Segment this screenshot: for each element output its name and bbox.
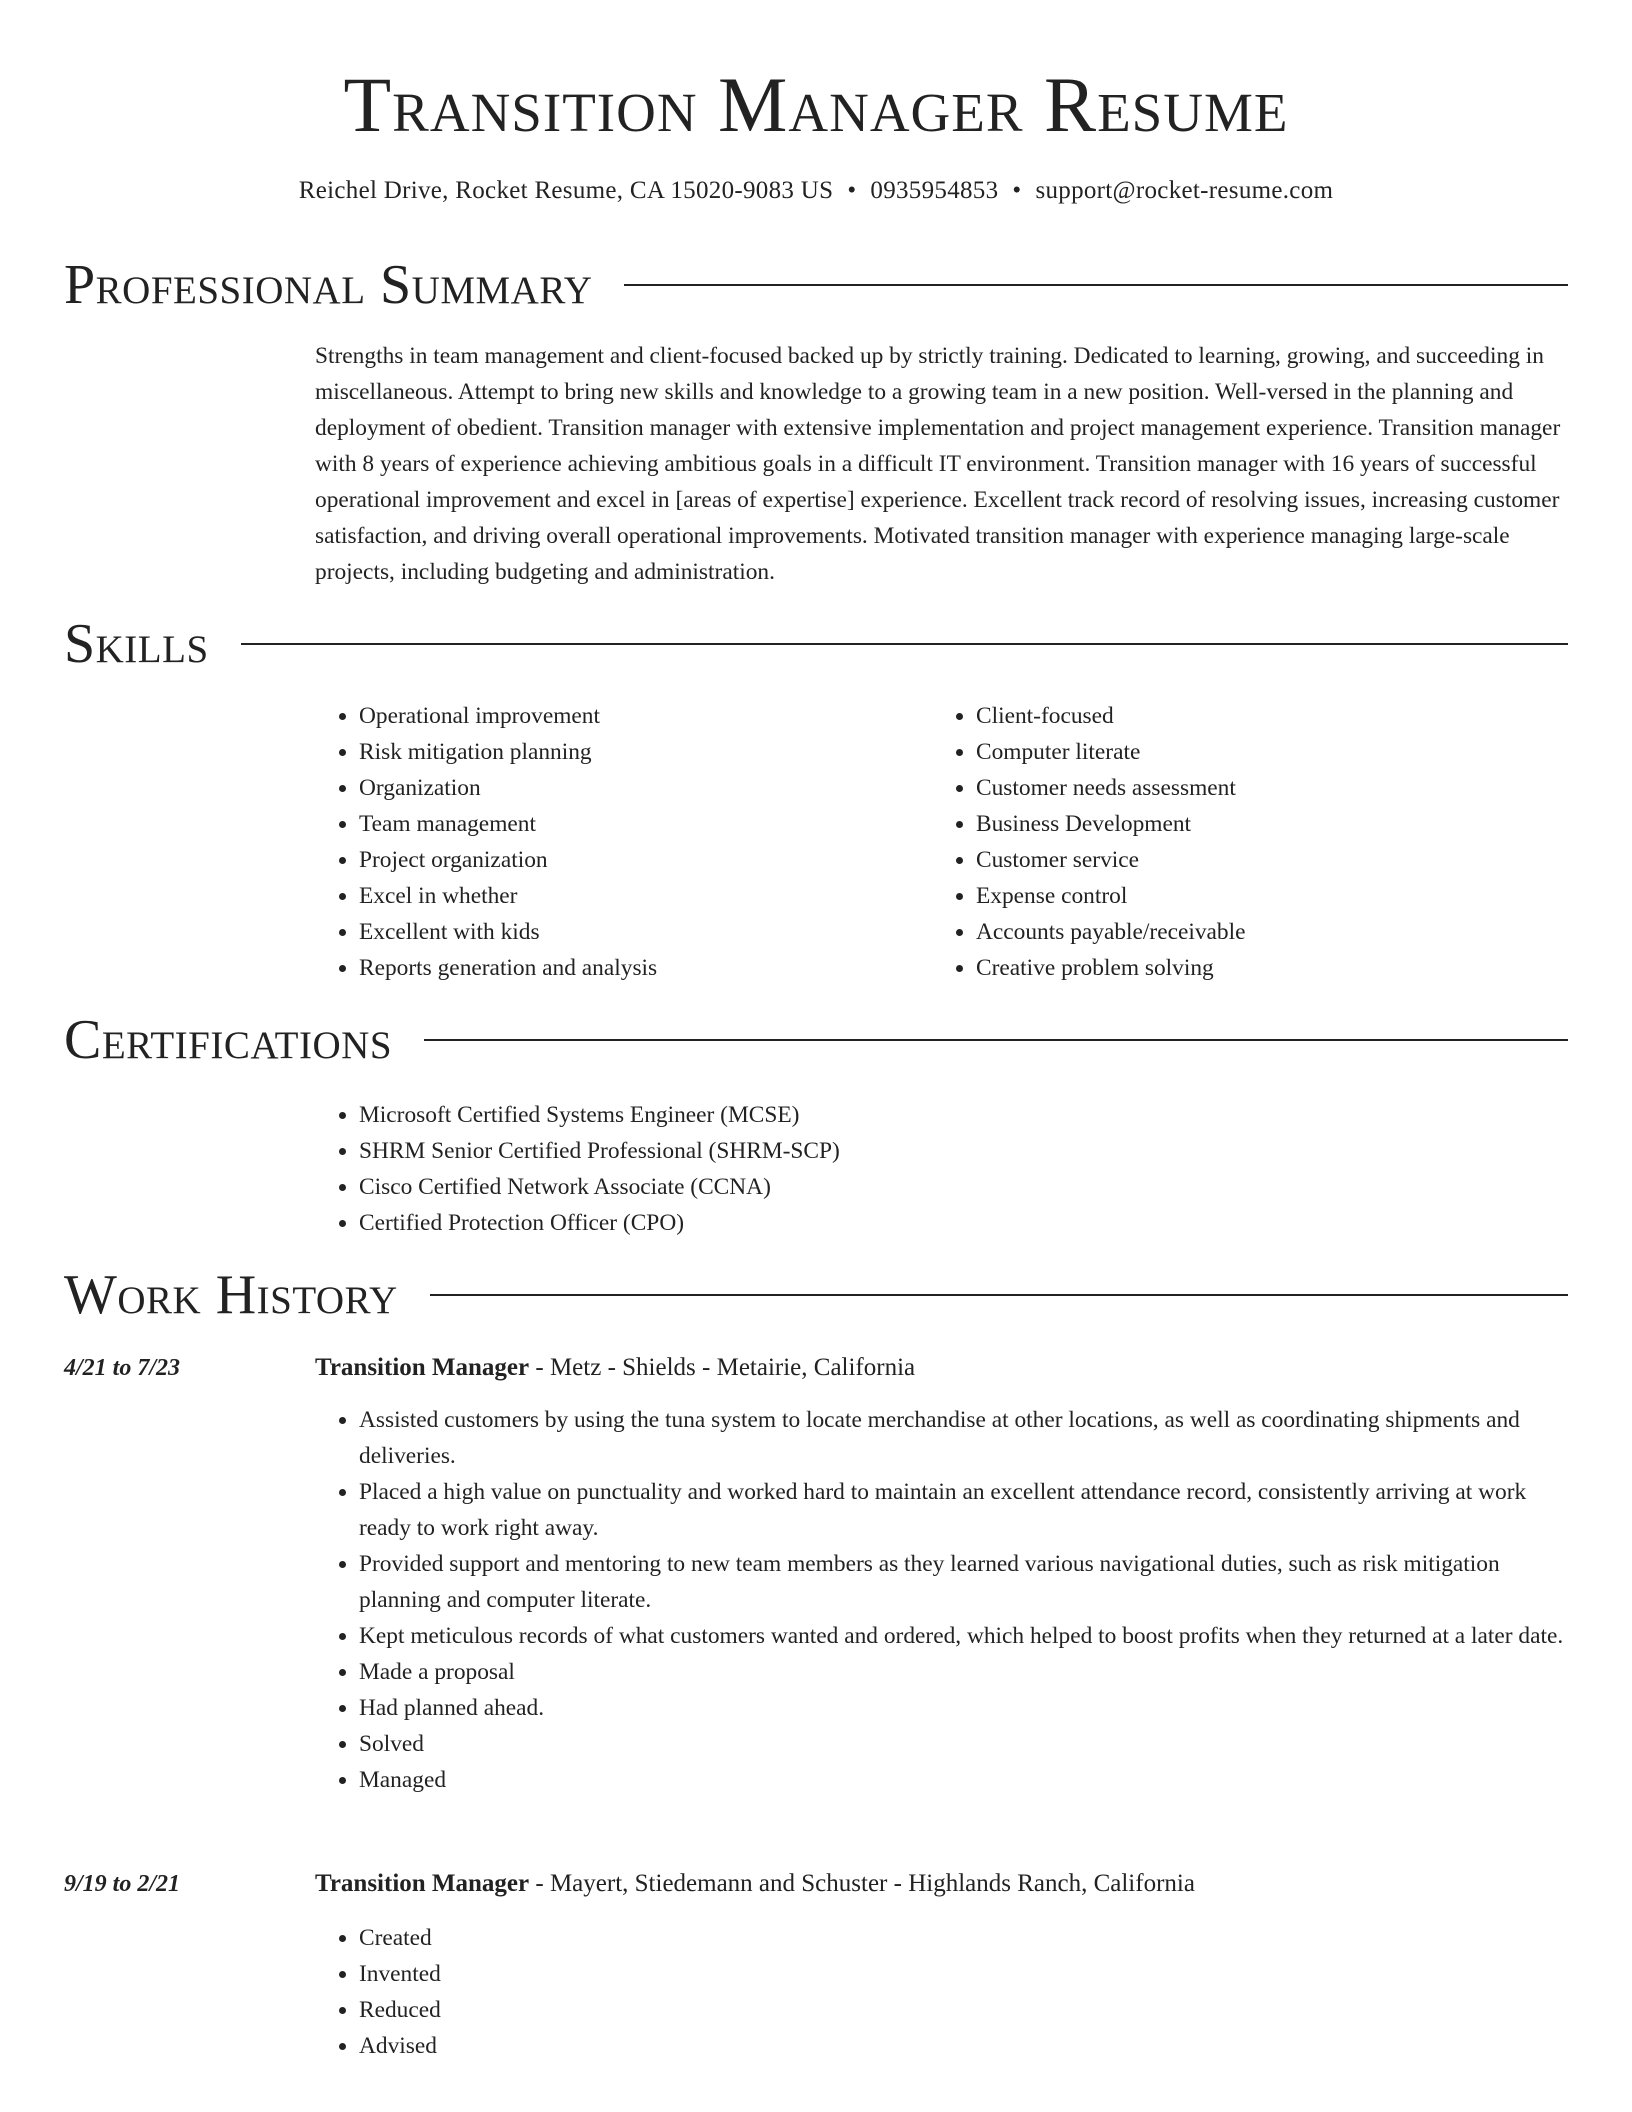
summary-section-header <box>64 255 1568 315</box>
contact-separator: • <box>847 177 857 204</box>
job-company-location: - Metz - Shields - Metairie, California <box>529 1354 916 1381</box>
skill-item: • Reports generation and analysis <box>359 950 915 986</box>
summary-heading: Professional Summary <box>64 254 593 316</box>
job-duties <box>315 1402 1565 1798</box>
certifications-heading: Certifications <box>64 1009 393 1071</box>
skill-item: • Organization <box>359 770 915 806</box>
work-history-section-header <box>64 1265 1568 1325</box>
job-title: Transition Manager <box>315 1870 530 1897</box>
certifications-block <box>315 1097 1565 1241</box>
skills-section-header <box>64 614 1568 674</box>
skill-item: • Customer needs assessment <box>976 770 1572 806</box>
work-history-heading: Work History <box>64 1264 398 1326</box>
skills-list-right <box>932 698 1572 986</box>
job-dates: 4/21 to 7/23 <box>64 1355 181 1381</box>
job-duty-item: • Made a proposal <box>359 1654 1565 1690</box>
contact-phone: 0935954853 <box>870 177 999 204</box>
contact-separator: • <box>1012 177 1022 204</box>
skill-item: • Accounts payable/receivable <box>976 914 1572 950</box>
job-duty-item: • Kept meticulous records of what customers wanted and ordered, which helped to boost profits when they returned at a later date. <box>359 1618 1565 1654</box>
section-divider <box>624 284 1568 286</box>
job-duty-item: • Reduced <box>359 1992 1565 2028</box>
job-duty-item: • Provided support and mentoring to new team members as they learned various navigational duties, such as risk mitigation planning and computer literate. <box>359 1546 1565 1618</box>
job-heading <box>315 1350 915 1386</box>
skill-item: • Risk mitigation planning <box>359 734 915 770</box>
job-duty-item: • Created <box>359 1920 1565 1956</box>
skill-item: • Operational improvement <box>359 698 915 734</box>
skill-item: • Customer service <box>976 842 1572 878</box>
skill-item: • Client-focused <box>976 698 1572 734</box>
job-duties-list <box>315 1920 1565 2064</box>
skill-item: • Computer literate <box>976 734 1572 770</box>
job-duty-item: • Managed <box>359 1762 1565 1798</box>
resume-title: Transition Manager Resume <box>343 61 1289 148</box>
section-divider <box>424 1039 1568 1041</box>
job-title: Transition Manager <box>315 1354 530 1381</box>
job-duty-item: • Advised <box>359 2028 1565 2064</box>
job-duty-item: • Solved <box>359 1726 1565 1762</box>
job-duties <box>315 1920 1565 2064</box>
contact-address: Reichel Drive, Rocket Resume, CA 15020-9083 US <box>298 177 834 204</box>
skill-item: • Excellent with kids <box>359 914 915 950</box>
contact-line <box>0 174 1632 208</box>
skill-item: • Team management <box>359 806 915 842</box>
section-divider <box>241 643 1568 645</box>
section-divider <box>430 1294 1568 1296</box>
skills-list-left <box>315 698 915 986</box>
skills-column-right <box>932 698 1572 986</box>
skill-item: • Project organization <box>359 842 915 878</box>
summary-text: Strengths in team management and client-focused backed up by strictly training. Dedicated to learning, growing, and succeeding in miscellaneous. Attempt to bring new skills and knowledge to a growing team in a new position. Well-versed in the planning and deployment of obedient. Transition manager with extensive implementation and project management experience. Transition manager with 8 years of experience achieving ambitious goals in a difficult IT environment. Transition manager with 16 years of successful operational improvement and excel in [areas of expertise] experience. Excellent track record of resolving issues, increasing customer satisfaction, and driving overall operational improvements. Motivated transition manager with experience managing large-scale projects, including budgeting and administration. <box>315 343 1561 585</box>
skills-column-left <box>315 698 915 986</box>
skill-item: • Business Development <box>976 806 1572 842</box>
skill-item: • Expense control <box>976 878 1572 914</box>
skill-item: • Creative problem solving <box>976 950 1572 986</box>
job-duty-item: • Assisted customers by using the tuna system to locate merchandise at other locations, as well as coordinating shipments and deliveries. <box>359 1402 1565 1474</box>
certifications-list <box>315 1097 1565 1241</box>
job-duty-item: • Placed a high value on punctuality and worked hard to maintain an excellent attendance record, consistently arriving at work ready to work right away. <box>359 1474 1565 1546</box>
certification-item: • Cisco Certified Network Associate (CCNA) <box>359 1169 1565 1205</box>
contact-email: support@rocket-resume.com <box>1035 177 1334 204</box>
skills-heading: Skills <box>64 613 209 675</box>
job-duty-item: • Had planned ahead. <box>359 1690 1565 1726</box>
job-heading <box>315 1866 1195 1902</box>
job-dates: 9/19 to 2/21 <box>64 1871 181 1897</box>
certification-item: • Microsoft Certified Systems Engineer (MCSE) <box>359 1097 1565 1133</box>
certifications-section-header <box>64 1010 1568 1070</box>
job-duty-item: • Invented <box>359 1956 1565 1992</box>
certification-item: • SHRM Senior Certified Professional (SHRM-SCP) <box>359 1133 1565 1169</box>
certification-item: • Certified Protection Officer (CPO) <box>359 1205 1565 1241</box>
job-duties-list <box>315 1402 1565 1798</box>
skill-item: • Excel in whether <box>359 878 915 914</box>
job-company-location: - Mayert, Stiedemann and Schuster - Highlands Ranch, California <box>529 1870 1195 1897</box>
